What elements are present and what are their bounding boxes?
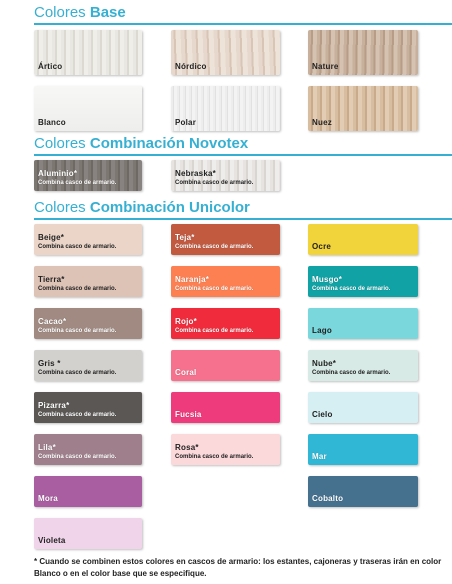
swatch-note: Combina casco de armario.: [38, 412, 117, 418]
swatch-label: Fucsia: [175, 410, 202, 419]
section-divider: [34, 218, 452, 220]
swatch-mora: [34, 476, 142, 507]
section-title-bold: Base: [89, 4, 126, 21]
swatch-note: Combina casco de armario.: [38, 454, 117, 460]
swatch-nebraska: [171, 160, 280, 191]
swatch-nordico: [171, 30, 280, 75]
section-title-prefix: Colores: [34, 135, 86, 152]
swatch-fucsia: [171, 392, 280, 423]
swatch-label: Ártico: [38, 62, 63, 71]
swatch-note: Combina casco de armario.: [175, 286, 254, 292]
section-title-base: [34, 4, 452, 24]
swatch-label: Rosa*: [175, 443, 199, 452]
section-divider: [34, 154, 452, 156]
swatch-label: Nuez: [312, 118, 332, 127]
swatch-label: Cacao*: [38, 317, 67, 326]
swatch-nube: [308, 350, 418, 381]
section-title-novotex: [34, 135, 452, 155]
swatch-lila: [34, 434, 142, 465]
footnote: * Cuando se combinen estos colores en cascos de armario: los estantes, cajoneras y traseras irán en color Blanco o en el color base que se especifique.: [34, 557, 442, 578]
swatch-note: Combina casco de armario.: [175, 328, 254, 334]
swatch-cacao: [34, 308, 142, 339]
swatch-label: Cielo: [312, 410, 333, 419]
swatch-cobalto: [308, 476, 418, 507]
swatch-label: Nube*: [312, 359, 337, 368]
swatch-label: Nebraska*: [175, 169, 216, 178]
swatch-label: Blanco: [38, 118, 66, 127]
section-title-bold: Combinación Novotex: [89, 135, 249, 152]
swatch-nuez: [308, 86, 418, 131]
swatch-label: Teja*: [175, 233, 195, 242]
swatch-ocre: [308, 224, 418, 255]
swatch-label: Lila*: [38, 443, 56, 452]
swatch-teja: [171, 224, 280, 255]
section-title-prefix: Colores: [34, 4, 86, 21]
swatch-note: Combina casco de armario.: [38, 180, 117, 186]
swatch-coral: [171, 350, 280, 381]
swatch-label: Ocre: [312, 242, 332, 251]
swatch-label: Rojo*: [175, 317, 197, 326]
section-title-bold: Combinación Unicolor: [89, 199, 250, 216]
section-divider: [34, 23, 452, 25]
swatch-beige: [34, 224, 142, 255]
swatch-label: Beige*: [38, 233, 65, 242]
swatch-mar: [308, 434, 418, 465]
swatch-nature: [308, 30, 418, 75]
swatch-tierra: [34, 266, 142, 297]
swatch-cielo: [308, 392, 418, 423]
section-title-prefix: Colores: [34, 199, 86, 216]
swatch-note: Combina casco de armario.: [175, 180, 254, 186]
section-title-unicolor: [34, 199, 452, 219]
swatch-note: Combina casco de armario.: [38, 286, 117, 292]
swatch-label: Nórdico: [175, 62, 207, 71]
swatch-label: Nature: [312, 62, 339, 71]
swatch-artico: [34, 30, 142, 75]
swatch-label: Musgo*: [312, 275, 343, 284]
swatch-note: Combina casco de armario.: [175, 244, 254, 250]
swatch-label: Gris *: [38, 359, 61, 368]
swatch-label: Mar: [312, 452, 327, 461]
swatch-musgo: [308, 266, 418, 297]
swatch-rosa: [171, 434, 280, 465]
swatch-label: Polar: [175, 118, 197, 127]
swatch-note: Combina casco de armario.: [175, 454, 254, 460]
swatch-label: Lago: [312, 326, 332, 335]
swatch-label: Coral: [175, 368, 197, 377]
swatch-note: Combina casco de armario.: [312, 286, 391, 292]
swatch-gris: [34, 350, 142, 381]
swatch-rojo: [171, 308, 280, 339]
swatch-lago: [308, 308, 418, 339]
swatch-label: Tierra*: [38, 275, 65, 284]
swatch-label: Cobalto: [312, 494, 344, 503]
swatch-label: Mora: [38, 494, 58, 503]
swatch-naranja: [171, 266, 280, 297]
swatch-note: Combina casco de armario.: [38, 328, 117, 334]
swatch-note: Combina casco de armario.: [38, 244, 117, 250]
swatch-label: Pizarra*: [38, 401, 70, 410]
swatch-aluminio: [34, 160, 142, 191]
swatch-note: Combina casco de armario.: [312, 370, 391, 376]
swatch-polar: [171, 86, 280, 131]
swatch-pizarra: [34, 392, 142, 423]
swatch-violeta: [34, 518, 142, 549]
swatch-label: Violeta: [38, 536, 66, 545]
swatch-note: Combina casco de armario.: [38, 370, 117, 376]
swatch-blanco: [34, 86, 142, 131]
swatch-label: Aluminio*: [38, 169, 78, 178]
swatch-label: Naranja*: [175, 275, 210, 284]
